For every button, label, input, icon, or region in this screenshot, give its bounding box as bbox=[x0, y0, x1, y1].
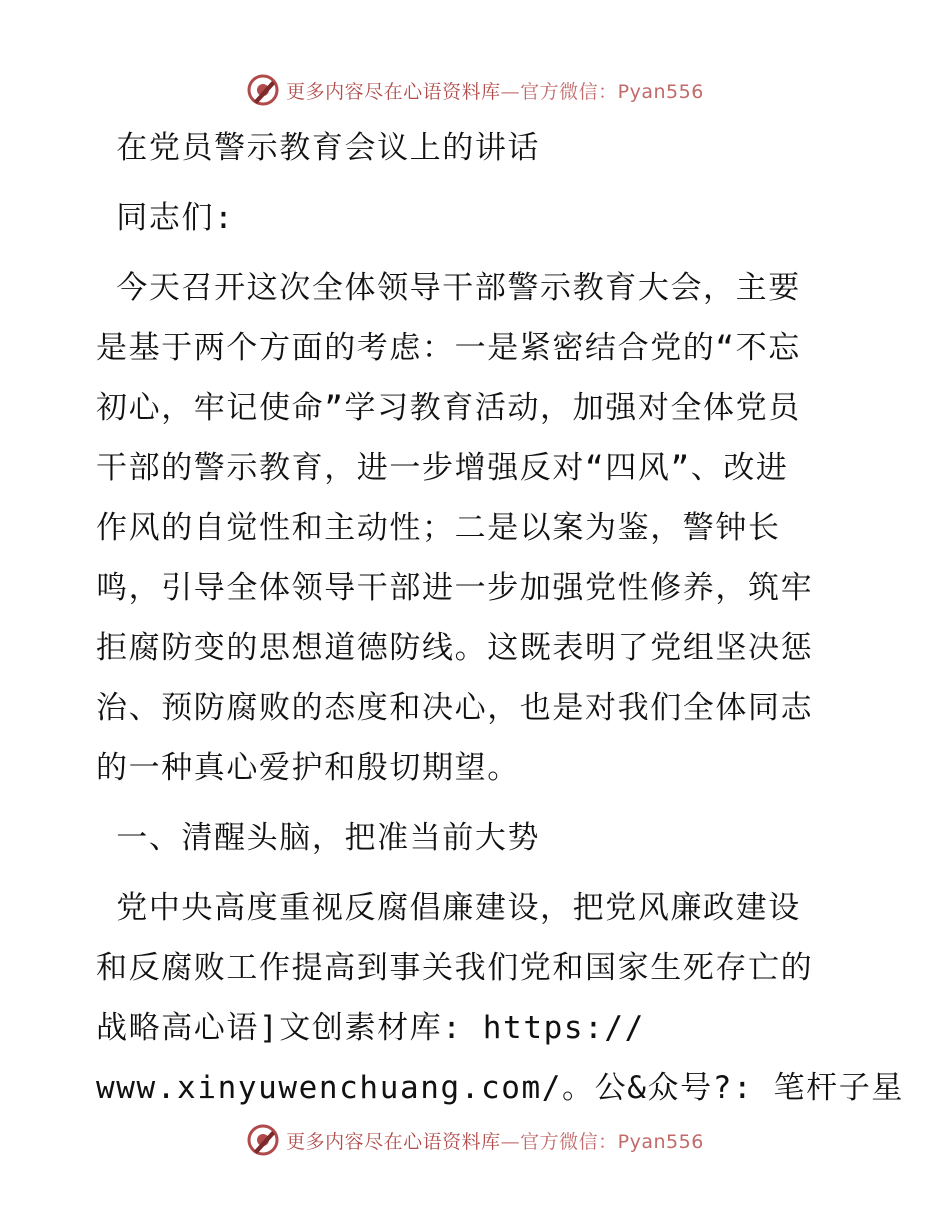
document-title: 在党员警示教育会议上的讲话 bbox=[96, 130, 541, 166]
paragraph-line: 干部的警示教育，进一步增强反对“四风”、改进 bbox=[96, 450, 789, 486]
paragraph-line: 战略高心语]文创素材库: https:// bbox=[96, 1010, 645, 1046]
paragraph-line: 今天召开这次全体领导干部警示教育大会，主要 bbox=[96, 270, 801, 306]
pen-logo-icon bbox=[246, 1123, 280, 1157]
paragraph-line: 党中央高度重视反腐倡廉建设，把党风廉政建设 bbox=[96, 890, 801, 926]
banner-wechat: 官方微信：Pyan556 bbox=[520, 1130, 704, 1153]
banner-wechat: 官方微信：Pyan556 bbox=[520, 80, 704, 103]
salutation: 同志们: bbox=[96, 200, 235, 236]
banner-text: 更多内容尽在心语资料库 bbox=[286, 80, 501, 103]
paragraph-line: 初心，牢记使命”学习教育活动，加强对全体党员 bbox=[96, 390, 801, 426]
banner-text: 更多内容尽在心语资料库 bbox=[286, 1130, 501, 1153]
paragraph-line: 拒腐防变的思想道德防线。这既表明了党组坚决惩 bbox=[96, 630, 814, 666]
document-body bbox=[96, 118, 904, 1118]
paragraph-line: 鸣，引导全体领导干部进一步加强党性修养，筑牢 bbox=[96, 570, 814, 606]
section-heading: 一、清醒头脑，把准当前大势 bbox=[96, 820, 541, 856]
paragraph-line: 治、预防腐败的态度和决心，也是对我们全体同志 bbox=[96, 690, 814, 726]
paragraph-line: 和反腐败工作提高到事关我们党和国家生死存亡的 bbox=[96, 950, 814, 986]
paragraph-intro bbox=[96, 258, 856, 798]
footer-watermark-banner bbox=[0, 1120, 950, 1160]
paragraph-section-one bbox=[96, 878, 904, 1118]
banner-separator: — bbox=[500, 80, 521, 103]
pen-logo-icon bbox=[246, 73, 280, 107]
paragraph-line: www.xinyuwenchuang.com/。公&众号?: 笔杆子星 bbox=[96, 1070, 904, 1106]
header-watermark-banner bbox=[0, 70, 950, 110]
banner-separator: — bbox=[500, 1130, 521, 1153]
paragraph-line: 作风的自觉性和主动性；二是以案为鉴，警钟长 bbox=[96, 510, 781, 546]
paragraph-line: 是基于两个方面的考虑：一是紧密结合党的“不忘 bbox=[96, 330, 801, 366]
paragraph-line: 的一种真心爱护和殷切期望。 bbox=[96, 750, 520, 786]
